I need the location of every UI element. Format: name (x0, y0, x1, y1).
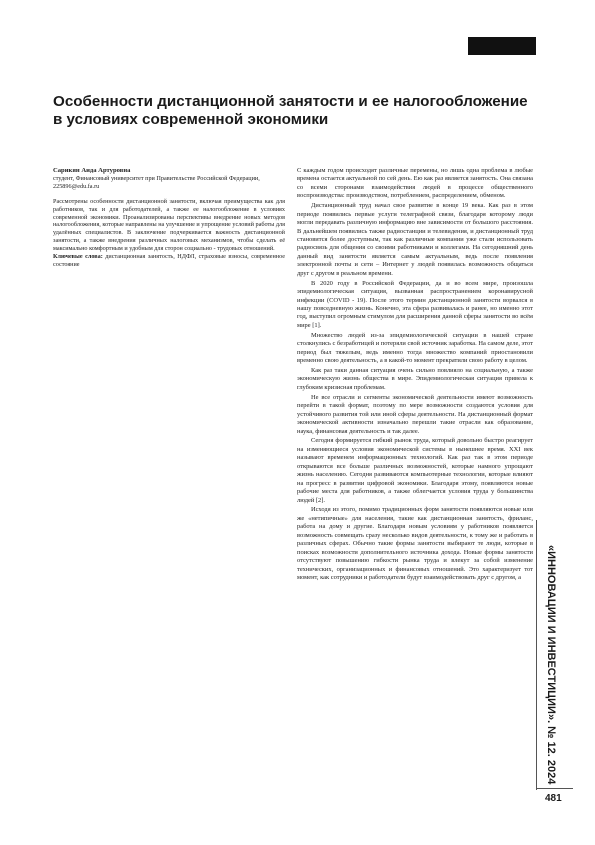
page-number-divider (537, 788, 573, 789)
paragraph: Сегодня формируется гибкий рынок труда, который довольно быстро реагирует на изменяющиеся условия экономической системы в нынешнее время. XXI век называют временем информационных технологий. Как раз так в этом периоде открываются все больше различных возможностей, которые намного упрощают жизнь населению. Сегодня развиваются компьютерные технологии, которые влияют на прогресс в развитии цифровой экономики. Благодаря этому, появляются новые рабочие места для работников, а также облегчается условия труда у большинства людей [2]. (297, 437, 533, 504)
abstract: Рассмотрены особенности дистанционной занятости, включая преимущества как для работников, так и для работодателей, а также ее налогообложение в условиях современной экономики. Проанализированы перспективы внедрение новых методов налогообложения, которые направлены на улучшение и упрощение условий работы для удалённых специалистов. В заключение подчеркивается важность дистанционной занятости, а также внедрения различных налоговых механизмов, чтобы сделать её максимально комфортным и удобным для сторон социально - трудовых отношений. (53, 197, 285, 253)
side-divider (536, 520, 537, 790)
page-number: 481 (545, 793, 562, 804)
title-line-1: Особенности дистанционной занятости и ее налогообложение (53, 93, 528, 110)
author-affiliation: студент, Финансовый университет при Правительстве Российской Федерации, 225896@edu.fa.ru (53, 174, 260, 190)
journal-side-title: «ИННОВАЦИИ И ИНВЕСТИЦИИ». № 12. 2024 (545, 545, 557, 785)
keywords-label: Ключевые слова: (53, 253, 103, 261)
paragraph: В 2020 году в Российской Федерации, да и во всем мире, произошла эпидемиологическая ситуация, вызванная распространением коронавирусной инфекции (COVID - 19). После этого термин дистанционной занятости ворвался в нашу повседневную жизнь. Конечно, эта сфера развивалась и ранее, но именно этот год, выступил огромным стимулом для расширения данной сферы занятости во всём мире [1]. (297, 279, 533, 329)
paragraph: Исходя из этого, помимо традиционных форм занятости появляются новые или же «нетипичные» для населения, такие как дистанционная занятость, фриланс, работа на дому и другие. Благодаря новым условиям у работников появляется возможность совмещать сразу несколько видов деятельности, к тому же и работать в различных сферах. Обычно такие формы занятости выбирают те люди, которые в поисках возможности дополнительного источника дохода. Новые формы занятости отсутствуют повышению гибкости рынка труда и влекут за собой изменение технических, организационных и финансовых отношений. Это характеризует тот момент, как сотрудники и работодатели будут взаимодействовать друг с другом, а (297, 506, 533, 582)
title-line-2: в условиях современной экономики (53, 111, 329, 128)
keywords-list: дистанционная занятость, НДФЛ, страховые взносы, современное состояние (53, 253, 286, 268)
paragraph: С каждым годом происходят различные перемены, но лишь одна проблема в любые времена остается актуальной по сей день. Ею как раз является занятость. Она связана со всеми сторонами взаимодействия людей в процессе общественного воспроизводства: производством, потреблением, распределением, обменом. (297, 167, 533, 200)
keywords (53, 253, 285, 269)
header-black-bar (468, 37, 536, 55)
paragraph: Множество людей из-за эпидемиологической ситуации в нашей стране столкнулись с безработицей и потеряли свой источник заработка. На самом деле, этот период был тяжелым, ведь именно тогда множество компаний приостановили временно свою деятельность, а в какой-то момент прекратили свою работу в целом. (297, 331, 533, 365)
body-text (297, 167, 533, 584)
paragraph: Не все отрасли и сегменты экономической деятельности имеют возможность перейти в такой формат, поэтому по мере возможности создаются условия для устойчивого развития той или иной сферы деятельности. На дистанционный формат экономической активности изначально перешли такие отрасли как образование, наука, финансовая деятельность и так далее. (297, 393, 533, 435)
paragraph: Как раз таки данная ситуация очень сильно повлияло на социальную, а также экономическую жизнь общества в мире. Эпидемиологическая ситуация привела к глубоким кризисная проблемам. (297, 366, 533, 391)
article-title (53, 93, 528, 129)
author-name: Сарикян Аида Артуровна (53, 167, 131, 174)
paragraph: Дистанционный труд начал свое развитие в конце 19 века. Как раз в этом периоде появились первые услуги телеграфной связи, благодаря которому люди могли передавать различную информацию вне зависимости от большого расстояния. В дальнейшем появились также радиостанции и телевидения, и дистанционный труд становится более доступным, так как различные компании уже стали использовать радиосвязь для общения со своими работниками и коллегами. На сегодняшний день данный вид занятости является самым актуальным, ведь после появления электронной почты и сети – Интернет у людей появилась возможность общаться друг с другом в реальном времени. (297, 202, 533, 277)
left-column (53, 167, 285, 269)
